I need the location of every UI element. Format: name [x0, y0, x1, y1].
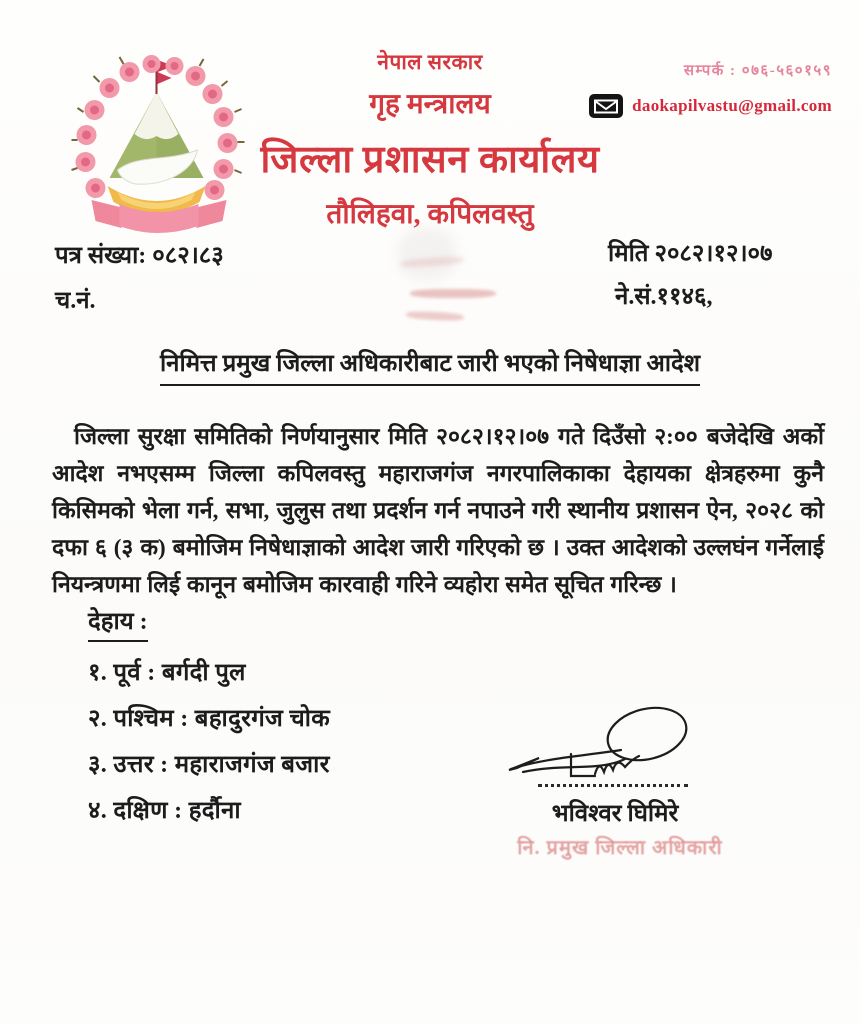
letter-date: मिति २०८२।१२।०७: [608, 241, 773, 267]
envelope-icon: [589, 94, 623, 118]
schedule-list: [88, 604, 330, 826]
list-item: २. पश्चिम : बहादुरगंज चोक: [88, 706, 330, 732]
list-item: ४. दक्षिण : हर्दौना: [88, 798, 241, 824]
handwritten-signature: [505, 706, 705, 794]
list-item: १. पूर्व : बर्गदी पुल: [88, 660, 246, 686]
signature-dotted-line: [538, 784, 688, 787]
list-item: ३. उत्तर : महाराजगंज बजार: [88, 752, 330, 778]
subject-title: निमित्त प्रमुख जिल्ला अधिकारीबाट जारी भएको निषेधाज्ञा आदेश: [160, 346, 700, 386]
body-paragraph: जिल्ला सुरक्षा समितिको निर्णयानुसार मिति २०८२।१२।०७ गते दिउँसो २:०० बजेदेखि अर्को आदेश नभएसम्म जिल्ला कपिलवस्तु महाराजगंज नगरपालिकाका देहायका क्षेत्रहरुमा कुनै किसिमको भेला गर्न, सभा, जुलुस तथा प्रदर्शन गर्न नपाउने गरी स्थानीय प्रशासन ऐन, २०२८ को दफा ६ (३ क) बमोजिम निषेधाज्ञाको आदेश जारी गरिएको छ । उक्त आदेशको उल्लघंन गर्नेलाई नियन्त्रणमा लिई कानून बमोजिम कारवाही गरिने व्यहोरा समेत सूचित गरिन्छ ।: [52, 424, 824, 597]
contact-number: सम्पर्क : ०७६-५६०१५९: [683, 63, 832, 79]
office-location: तौलिहवा, कपिलवस्तु: [326, 199, 534, 230]
ministry-name: गृह मन्त्रालय: [369, 89, 491, 120]
letter-number: पत्र संख्या: ०८२।८३: [55, 243, 224, 269]
government-name: नेपाल सरकार: [377, 50, 483, 74]
faint-stamp-mark: [410, 289, 496, 298]
dispatch-number: च.नं.: [55, 288, 96, 314]
faint-stamp-mark: [400, 256, 464, 268]
contact-block: [589, 60, 832, 118]
schedule-heading: देहाय :: [88, 604, 148, 642]
office-name: जिल्ला प्रशासन कार्यालय: [260, 139, 600, 181]
faint-stamp-mark: [398, 228, 456, 280]
signatory-name: भविश्वर घिमिरे: [551, 801, 679, 827]
signatory-designation: नि. प्रमुख जिल्ला अधिकारी: [517, 837, 723, 859]
nepal-sambat: ने.सं.११४६,: [615, 284, 713, 310]
faint-stamp-mark: [406, 310, 464, 321]
email-address: daokapilvastu@gmail.com: [632, 96, 832, 115]
